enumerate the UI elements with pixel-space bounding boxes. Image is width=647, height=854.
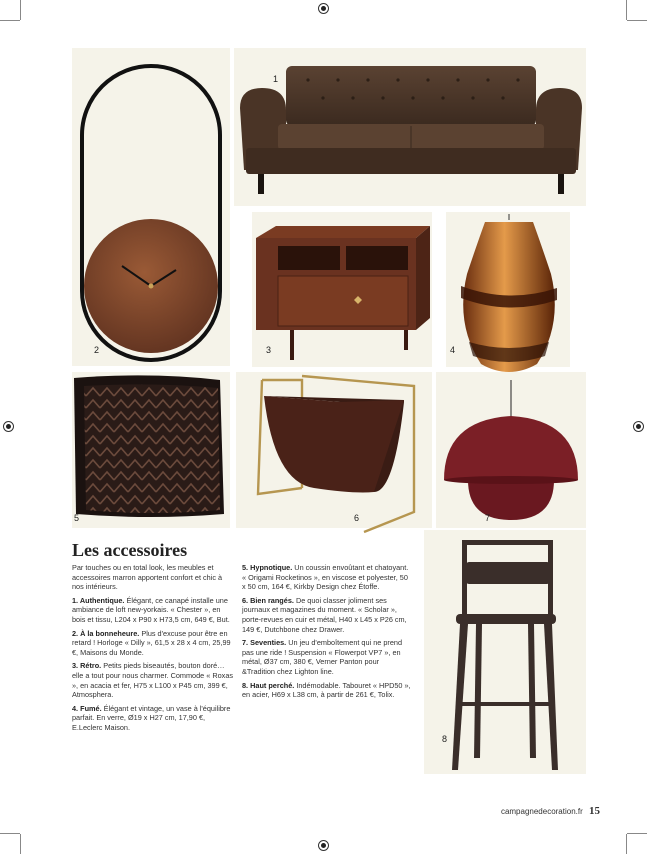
registration-mark-icon (3, 421, 14, 432)
pendant-lamp-image (438, 380, 584, 520)
entry-6 (242, 596, 412, 634)
entry-text: Plus d'excuse pour être en retard ! Horloge « Dilly », 61,5 x 28 x 4 cm, 25,99 €, Maisons du Monde. (72, 628, 231, 657)
intro-paragraph: Par touches ou en total look, les meubles et accessoires marron apportent confort et chic à nos intérieurs. (72, 563, 223, 592)
crop-mark (20, 834, 21, 854)
entry-5 (242, 563, 412, 592)
entry-text: Élégant et vintage, un vase à l'équilibre parfait. En verre, Ø19 x H27 cm, 17,90 €, E.Leclerc Maison. (72, 703, 231, 732)
entry-title: 1. Authentique. (72, 595, 125, 605)
item-number: 5 (74, 513, 80, 523)
entry-title: 2. À la bonneheure. (72, 628, 140, 638)
registration-mark-icon (633, 421, 644, 432)
entry-text: Un jeu d'emboîtement qui ne prend pas une ride ! Suspension « Flowerpot VP7 », en métal, Ø37 cm, 380 €, Verner Panton pour &Tradition chez Lighton line. (242, 638, 403, 676)
entry-title: 7. Seventies. (242, 638, 287, 648)
item-number: 1 (273, 74, 279, 84)
page-title: Les accessoires (72, 540, 188, 560)
item-number: 8 (442, 734, 448, 744)
stool-image (444, 534, 564, 774)
footer (440, 805, 600, 817)
text-column-right (242, 563, 412, 704)
crop-mark (626, 834, 627, 854)
registration-mark-icon (318, 3, 329, 14)
entry-1 (72, 596, 234, 625)
item-number: 3 (266, 345, 272, 355)
vase-image (455, 214, 563, 376)
entry-title: 3. Rétro. (72, 661, 102, 671)
sofa-image (238, 60, 584, 202)
crop-mark (0, 20, 20, 21)
registration-mark-icon (318, 840, 329, 851)
item-number: 4 (450, 345, 456, 355)
footer-site: campagnedecoration.fr (500, 807, 583, 816)
crop-mark (627, 833, 647, 834)
page-number: 15 (589, 805, 600, 817)
clock-image (78, 62, 224, 364)
entry-text: Un coussin envoûtant et chatoyant. « Origami Rocketinos », en viscose et polyester, 50 x 50 cm, 164 €, Kirkby Design chez Étoffe. (242, 563, 409, 592)
text-column-left (72, 563, 234, 737)
crop-mark (627, 20, 647, 21)
entry-3 (72, 661, 234, 699)
entry-text: De quoi classer joliment ses journaux et magazines du moment. « Scholar », porte-revues en cuir et métal, H40 x L45 x P26 cm, 149 €, Dutchbone chez Drawer. (242, 595, 407, 634)
entry-4 (72, 704, 234, 733)
crop-mark (0, 833, 20, 834)
crop-mark (626, 0, 627, 20)
entry-7 (242, 638, 412, 676)
entry-title: 6. Bien rangés. (242, 595, 294, 605)
entry-text: Élégant, ce canapé installe une ambiance de loft new-yorkais. « Chester », en bois et tissu, L204 x P90 x H73,5 cm, 649 €, But. (72, 595, 230, 624)
entry-8 (242, 681, 412, 700)
entry-2 (72, 629, 234, 658)
magazine-rack-image (254, 372, 420, 534)
console-image (254, 224, 432, 362)
crop-mark (20, 0, 21, 20)
item-number: 7 (485, 513, 491, 523)
entry-title: 5. Hypnotique. (242, 563, 293, 572)
entry-text: Petits pieds biseautés, bouton doré… elle a tout pour nous charmer. Commode « Roxas », en acacia et fer, H75 x L100 x P45 cm, 399 €, Atmosphera. (72, 661, 234, 700)
entry-title: 8. Haut perché. (242, 680, 295, 690)
entry-title: 4. Fumé. (72, 703, 102, 713)
entry-text: Indémodable. Tabouret « HPD50 », en acier, H69 x L38 cm, à partir de 261 €, Tolix. (242, 680, 411, 700)
cushion-image (72, 374, 228, 520)
item-number: 6 (354, 513, 360, 523)
item-number: 2 (94, 345, 100, 355)
